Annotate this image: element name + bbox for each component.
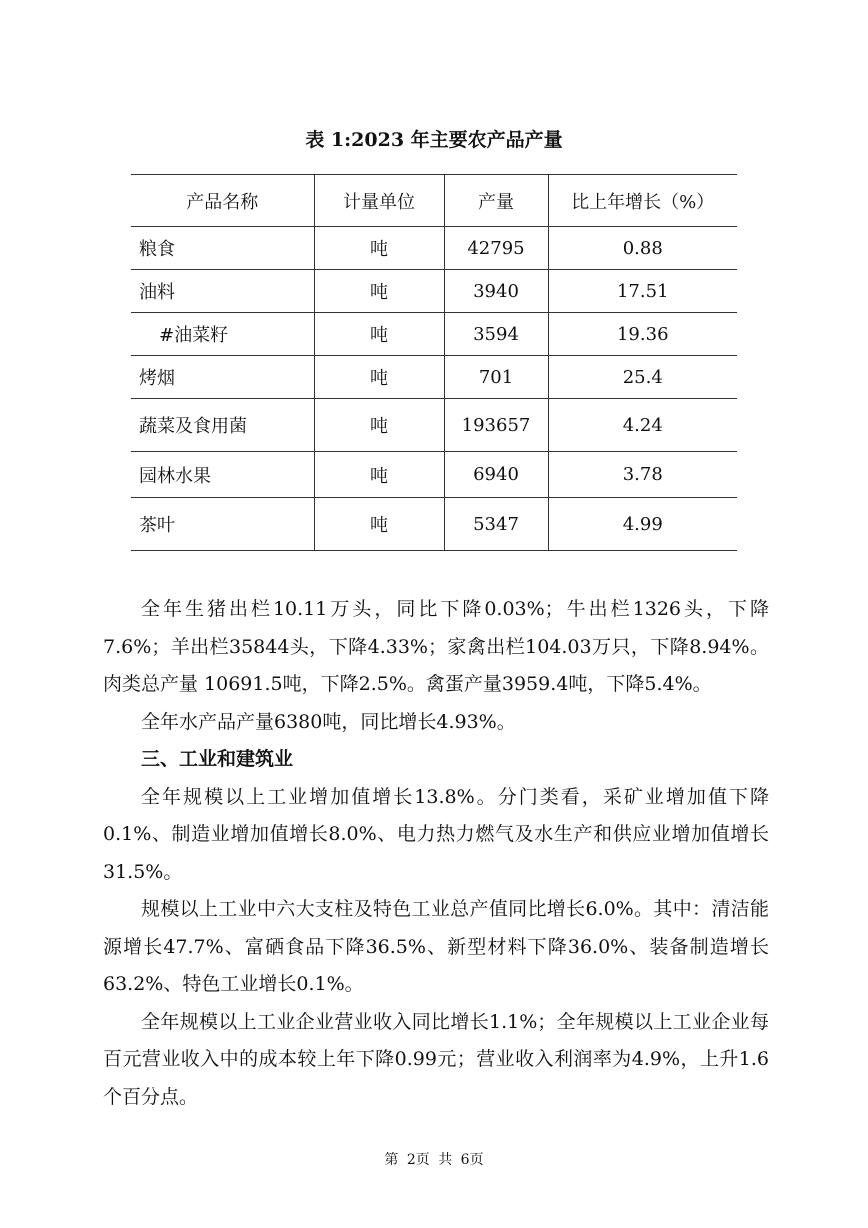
cell-unit: 吨: [314, 356, 444, 399]
cell-growth: 19.36: [548, 313, 737, 356]
cell-unit: 吨: [314, 270, 444, 313]
cell-unit: 吨: [314, 313, 444, 356]
cell-name: 蔬菜及食用菌: [131, 399, 314, 452]
cell-growth: 17.51: [548, 270, 737, 313]
cell-name: 茶叶: [131, 498, 314, 551]
cell-quantity: 6940: [444, 452, 548, 498]
table-row: [131, 313, 737, 356]
section-heading: 三、工业和建筑业: [141, 748, 294, 770]
table-row: [131, 452, 737, 498]
cell-quantity: 5347: [444, 498, 548, 551]
header-growth: 比上年增长（%）: [548, 175, 737, 227]
cell-unit: 吨: [314, 227, 444, 270]
body-text: [103, 591, 769, 1116]
cell-quantity: 3594: [444, 313, 548, 356]
cell-name: 烤烟: [131, 356, 314, 399]
cell-growth: 4.99: [548, 498, 737, 551]
cell-quantity: 701: [444, 356, 548, 399]
paragraph-pillar-industries: 规模以上工业中六大支柱及特色工业总产值同比增长6.0%。其中：清洁能源增长47.7%、富硒食品下降36.5%、新型材料下降36.0%、装备制造增长63.2%、特色工业增长0.1%。: [103, 898, 769, 995]
cell-name: 园林水果: [131, 452, 314, 498]
header-quantity: 产量: [444, 175, 548, 227]
cell-quantity: 193657: [444, 399, 548, 452]
paragraph-aquatic: 全年水产品产量6380吨，同比增长4.93%。: [141, 710, 516, 733]
cell-quantity: 3940: [444, 270, 548, 313]
cell-name: 油料: [131, 270, 314, 313]
header-product-name: 产品名称: [131, 175, 314, 227]
cell-growth: 3.78: [548, 452, 737, 498]
table-header-row: [131, 175, 737, 227]
table-row: [131, 227, 737, 270]
paragraph-revenue: 全年规模以上工业企业营业收入同比增长1.1%；全年规模以上工业企业每百元营业收入中的成本较上年下降0.99元；营业收入利润率为4.9%，上升1.6个百分点。: [103, 1010, 769, 1108]
table-row: [131, 399, 737, 452]
cell-unit: 吨: [314, 498, 444, 551]
cell-growth: 4.24: [548, 399, 737, 452]
cell-growth: 25.4: [548, 356, 737, 399]
page-number-footer: 第 2页 共 6页: [384, 1152, 484, 1168]
cell-unit: 吨: [314, 452, 444, 498]
paragraph-industry-value: 全年规模以上工业增加值增长13.8%。分门类看，采矿业增加值下降0.1%、制造业增加值增长8.0%、电力热力燃气及水生产和供应业增加值增长31.5%。: [103, 785, 769, 883]
header-unit: 计量单位: [314, 175, 444, 227]
cell-unit: 吨: [314, 399, 444, 452]
cell-quantity: 42795: [444, 227, 548, 270]
cell-name: 粮食: [131, 227, 314, 270]
table-row: [131, 498, 737, 551]
paragraph-livestock: 全年生猪出栏10.11万头，同比下降0.03%；牛出栏1326头，下降7.6%；羊出栏35844头，下降4.33%；家禽出栏104.03万只，下降8.94%。肉类总产量 10691.5吨，下降2.5%。禽蛋产量3959.4吨，下降5.4%。: [103, 598, 769, 695]
cell-name: #油菜籽: [131, 313, 314, 356]
cell-growth: 0.88: [548, 227, 737, 270]
table-row: [131, 270, 737, 313]
table-title: 表 1:2023 年主要农产品产量: [305, 129, 563, 151]
table-row: [131, 356, 737, 399]
production-table: [131, 174, 737, 551]
